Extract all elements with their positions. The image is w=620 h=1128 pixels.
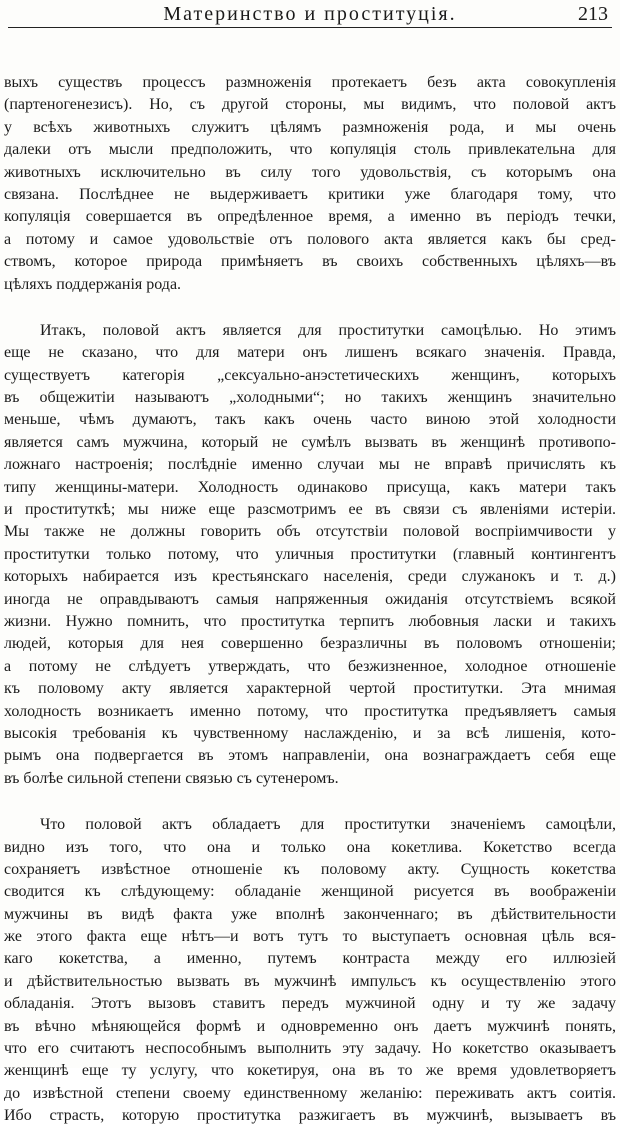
text-line: копуляція совершается въ опредѣленное время, а именно въ періодъ течки, [4,208,616,226]
paragraph-2 [4,320,616,790]
text-line: и проституткѣ; мы ниже еще разсмотримъ ее въ связи съ явленіями истеріи. [4,501,616,519]
text-line: высокія требованія къ чувственному наслажденію, и за всѣ лишенія, кото- [4,724,616,742]
text-line: проститутки только потому, что уличныя проститутки (главный контингентъ [4,545,616,563]
paragraph-gap [4,790,616,814]
text-line: сохраняетъ извѣстное отношеніе къ половому акту. Сущность кокетства [4,860,616,878]
page-number: 213 [578,3,608,25]
text-line: меньше, чѣмъ думаютъ, такъ какъ очень часто виною этой холодности [4,411,616,429]
text-line: жизни. Нужно помнить, что проститутка терпитъ любовныя ласки и такихъ [4,612,616,630]
text-line: и дѣйствительностью вызвать въ мужчинѣ импульсъ къ осуществленію этого [4,972,616,990]
paragraph-gap [4,296,616,320]
text-line: выхъ существъ процессъ размноженія протекаетъ безъ акта совокупленія [4,74,616,91]
body-text [4,72,616,1128]
text-line: каго кокетства, а именно, путемъ контраста между его иллюзіей [4,950,616,968]
text-line: а потому и самое удовольствіе отъ полового акта является какъ бы сред- [4,230,616,248]
text-line: еще не сказано, что для матери онъ лишенъ всякаго значенія. Правда, [4,344,616,362]
text-line: въ болѣе сильной степени связью съ сутенеромъ. [4,769,339,787]
text-line: Ибо страсть, которую проститутка разжигаетъ въ мужчинѣ, вызываетъ въ [4,1107,616,1125]
text-line: Что половой актъ обладаетъ для проститутки значеніемъ самоцѣли, [40,816,616,834]
page-header [8,2,612,28]
text-line: видно изъ того, что она и только она кокетлива. Кокетство всегда [4,838,616,856]
text-line: (партеногенезисъ). Но, съ другой стороны, мы видимъ, что половой актъ [4,96,616,114]
text-line: женщинѣ еще ту услугу, что кокетируя, она въ то же время удовлетворяетъ [4,1062,616,1080]
running-title: Материнство и проституція. [163,3,457,25]
text-line: связана. Послѣднее не выдерживаетъ критики уже благодаря тому, что [4,185,616,203]
text-line: мужчины въ видѣ факта уже вполнѣ законченнаго; въ дѣйствительности [4,905,616,923]
text-line: сводится къ слѣдующему: обладаніе женщиной рисуется въ воображеніи [4,883,616,901]
text-line: цѣляхъ поддержанія рода. [4,275,182,293]
text-line: далеки отъ мысли предположить, что копуляція столь привлекательна для [4,141,616,159]
paragraph-3 [4,814,616,1127]
text-line: обладанія. Этотъ вызовъ ставитъ передъ мужчиной одну и ту же задачу [4,995,616,1013]
text-line: ложнаго настроенія; послѣдніе именно случаи мы не вправѣ причислять къ [4,456,616,474]
text-line: что его считаютъ неспособнымъ выполнить эту задачу. Но кокетство оказываетъ [4,1040,616,1058]
header-rule [8,27,612,28]
text-line: рымъ она подвергается въ этомъ направленіи, она вознаграждаетъ себя еще [4,747,616,765]
text-line: Мы также не должны говорить объ отсутствіи половой воспріимчивости у [4,523,616,541]
text-line: людей, которыя для нея совершенно безразличны въ половомъ отношеніи; [4,635,616,653]
text-line: же этого факта еще нѣтъ—и вотъ тутъ то выступаетъ основная цѣль вся- [4,928,616,946]
text-line: Итакъ, половой актъ является для проститутки самоцѣлью. Но этимъ [40,321,616,339]
text-line: къ половому акту является характерной чертой проститутки. Эта мнимая [4,680,616,698]
text-line: въ общежитіи называютъ „холодными“; но такихъ женщинъ значительно [4,389,616,407]
paragraph-1 [4,72,616,296]
text-line: иногда не оправдываютъ самыя напряженныя ожиданія отсутствіемъ всякой [4,590,616,608]
text-line: до извѣстной степени своему единственному желанію: переживать актъ соитія. [4,1084,616,1102]
text-line: которыхъ набирается изъ крестьянскаго населенія, среди служанокъ и т. д.) [4,568,616,586]
text-line: у всѣхъ животныхъ служитъ цѣлямъ размноженія рода, и мы очень [4,118,616,136]
text-line: типу женщины-матери. Холодность одинаково присуща, какъ матери такъ [4,478,616,496]
text-line: животныхъ исключительно въ силу того удовольствія, съ которымъ она [4,163,616,181]
text-line: является самъ мужчина, который не сумѣлъ вызвать въ женщинѣ противопо- [4,433,616,451]
text-line: въ вѣчно мѣняющейся формѣ и одновременно онъ даетъ мужчинѣ понять, [4,1017,616,1035]
text-line: существуетъ категорія „сексуально-анэстетическихъ женщинъ, которыхъ [4,366,616,384]
text-line: холодность возникаетъ именно потому, что проститутка предъявляетъ самыя [4,702,616,720]
text-line: а потому не слѣдуетъ утверждать, что безжизненное, холодное отношеніе [4,657,616,675]
text-line: ствомъ, которое природа примѣняетъ въ своихъ собственныхъ цѣляхъ—въ [4,253,616,271]
